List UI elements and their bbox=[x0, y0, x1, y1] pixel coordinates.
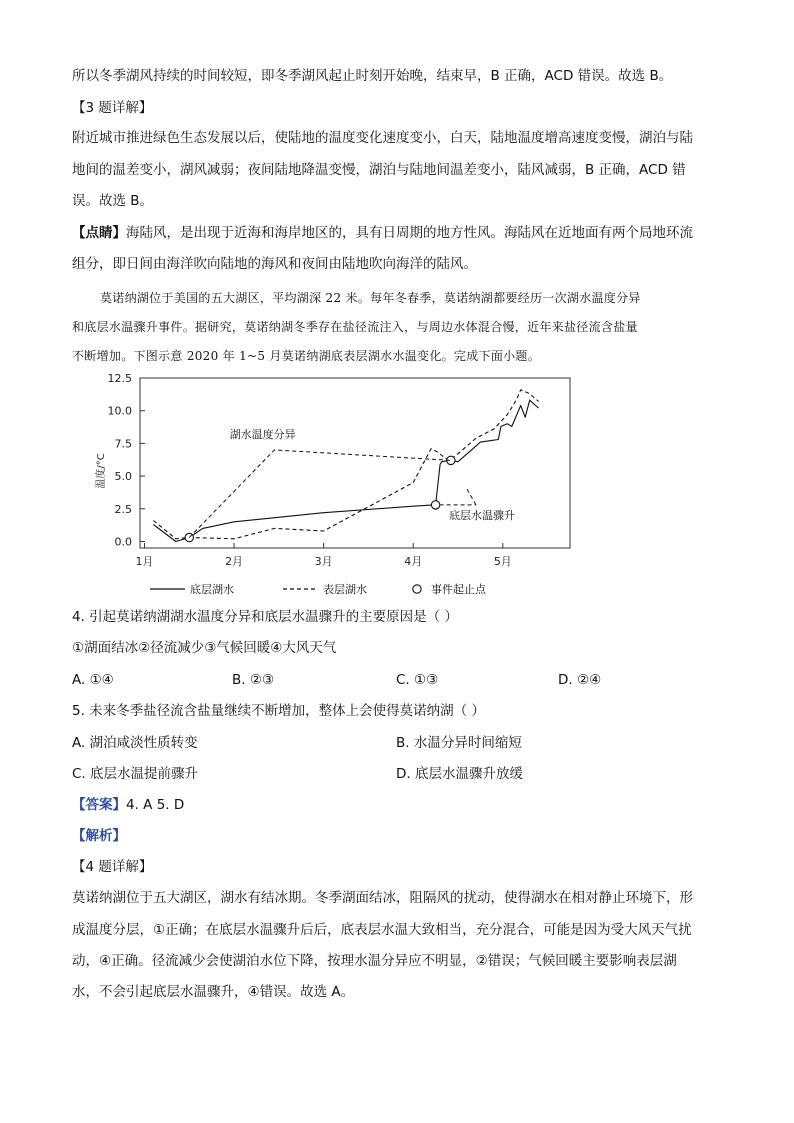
question-4-stem: 4. 引起莫诺纳湖湖水温度分异和底层水温骤升的主要原因是（ ） bbox=[72, 609, 458, 625]
legend-label-event: 事件起止点 bbox=[431, 583, 486, 596]
temperature-chart bbox=[95, 362, 595, 602]
y-tick-label: 7.5 bbox=[114, 437, 132, 451]
tip-text: 海陆风，是出现于近海和海岸地区的，具有日周期的地方性风。海陆风在近地面有两个局地环流 bbox=[126, 225, 693, 241]
q5-option-a[interactable]: A. 湖泊咸淡性质转变 bbox=[72, 735, 198, 751]
analysis-text: 动，④正确。径流减少会使湖泊水位下降，按理水温分异应不明显，②错误；气候回暖主要影响表层湖 bbox=[72, 953, 677, 969]
y-tick-label: 2.5 bbox=[114, 502, 132, 516]
question-4-items: ①湖面结冰②径流减少③气候回暖④大风天气 bbox=[72, 640, 337, 656]
x-tick-label: 1月 bbox=[135, 555, 154, 568]
x-tick-label: 2月 bbox=[225, 555, 244, 568]
event-point bbox=[431, 501, 439, 509]
analysis-text: 水，不会引起底层水温骤升，④错误。故选 A。 bbox=[72, 984, 355, 1000]
legend-label-surface: 表层湖水 bbox=[323, 583, 367, 596]
q5-option-c[interactable]: C. 底层水温提前骤升 bbox=[72, 766, 199, 782]
paragraph-text: 所以冬季湖风持续的时间较短，即冬季湖风起止时刻开始晚，结束早，B 正确，ACD 错误。故选 B。 bbox=[72, 68, 673, 84]
annotation-bottom-warming: 底层水温骤升 bbox=[449, 509, 516, 523]
answer-line bbox=[72, 795, 722, 815]
question-3-heading: 【3 题详解】 bbox=[72, 100, 153, 116]
answer-label: 【答案】 bbox=[72, 797, 126, 813]
analysis-label-line bbox=[72, 826, 722, 846]
question-5-stem: 5. 未来冬季盐径流含盐量继续不断增加，整体上会使得莫诺纳湖（ ） bbox=[72, 703, 485, 719]
y-tick-label: 10.0 bbox=[107, 404, 132, 418]
y-axis-label: 温度/°C bbox=[96, 453, 107, 489]
y-tick-label: 5.0 bbox=[114, 470, 132, 484]
q5-option-d[interactable]: D. 底层水温骤升放缓 bbox=[396, 766, 523, 782]
answer-text: 4. A 5. D bbox=[126, 797, 185, 813]
analysis-text: 莫诺纳湖位于五大湖区，湖水有结冰期。冬季湖面结冰，阻隔风的扰动，使得湖水在相对静止环境下，形 bbox=[72, 890, 693, 906]
analysis-text: 成温度分层，①正确；在底层水温骤升后后，底表层水温大致相当，充分混合，可能是因为受大风天气扰 bbox=[72, 922, 692, 938]
paragraph-text: 组分，即日间由海洋吹向陆地的海风和夜间由陆地吹向海洋的陆风。 bbox=[72, 256, 477, 272]
q5-option-b[interactable]: B. 水温分异时间缩短 bbox=[396, 735, 522, 751]
intro-text: 和底层水温骤升事件。据研究，莫诺纳湖冬季存在盐径流注入，与周边水体混合慢，近年来盐径流含盐量 bbox=[72, 320, 638, 334]
y-tick-label: 12.5 bbox=[107, 372, 132, 385]
event-guide-line bbox=[467, 489, 476, 505]
x-tick-label: 5月 bbox=[493, 555, 512, 568]
intro-text: 不断增加。下图示意 2020 年 1~5 月莫诺纳湖底表层湖水水温变化。完成下面小题。 bbox=[72, 349, 541, 363]
question-4-detail-heading: 【4 题详解】 bbox=[72, 859, 153, 875]
intro-text: 莫诺纳湖位于美国的五大湖区，平均湖深 22 米。每年冬春季，莫诺纳湖都要经历一次湖水温度分异 bbox=[100, 291, 641, 305]
q4-option-c[interactable]: C. ①③ bbox=[396, 672, 439, 688]
legend-label-bottom: 底层湖水 bbox=[190, 583, 234, 596]
x-tick-label: 4月 bbox=[404, 555, 423, 568]
y-tick-label: 0.0 bbox=[114, 535, 132, 549]
event-guide-line bbox=[189, 450, 451, 538]
q4-option-b[interactable]: B. ②③ bbox=[232, 672, 275, 688]
paragraph-text: 附近城市推进绿色生态发展以后，使陆地的温度变化速度变小，白天，陆地温度增高速度变慢，湖泊与陆 bbox=[72, 130, 693, 146]
paragraph-text: 地间的温差变小，湖风减弱；夜间陆地降温变慢，湖泊与陆地间温差变小，陆风减弱，B 正确，ACD 错 bbox=[72, 162, 686, 178]
x-tick-label: 3月 bbox=[314, 555, 333, 568]
analysis-label: 【解析】 bbox=[72, 828, 126, 844]
q4-option-d[interactable]: D. ②④ bbox=[558, 672, 602, 688]
tip-paragraph bbox=[72, 223, 722, 243]
annotation-temperature-stratification: 湖水温度分异 bbox=[229, 428, 296, 442]
q4-option-a[interactable]: A. ①④ bbox=[72, 672, 114, 688]
paragraph-text: 误。故选 B。 bbox=[72, 193, 154, 209]
legend-swatch-event bbox=[413, 585, 421, 593]
tip-label: 【点睛】 bbox=[72, 225, 126, 241]
